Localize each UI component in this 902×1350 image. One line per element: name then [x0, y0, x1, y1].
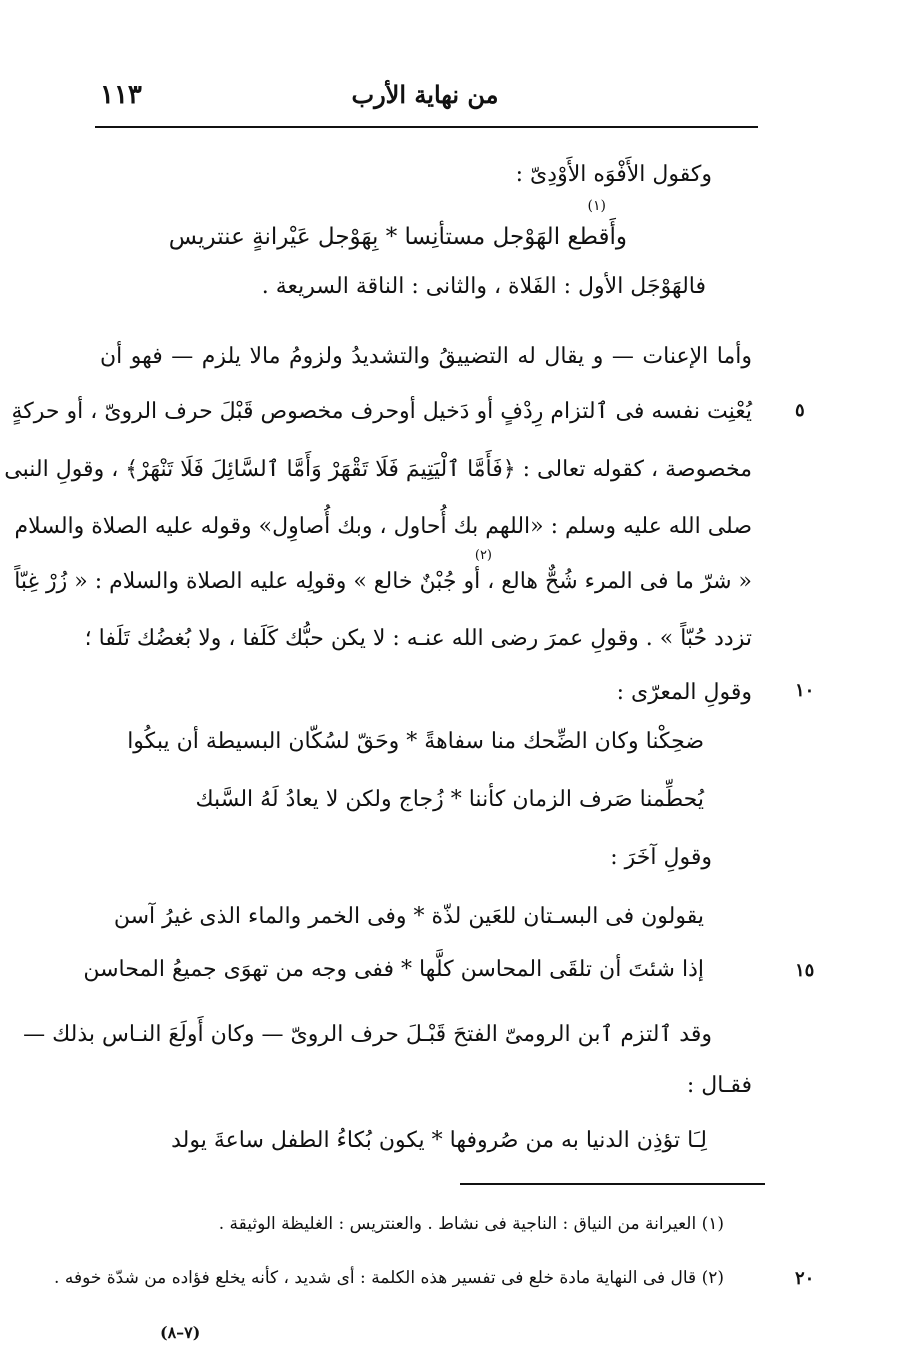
footnote-rule — [460, 1183, 765, 1185]
footnote-reference: (١) — [587, 198, 606, 214]
verse-line: لِـَا تؤذِن الدنيا به من صُروفها * يكون بُكاءُ الطفل ساعةَ يولد — [171, 1128, 707, 1153]
text-line: وقولِ آخَرَ : — [610, 845, 712, 870]
header-rule — [95, 126, 758, 128]
verse-line: وأَقطع الهَوْجل مستأنِسا * بِهَوْجل عَيْرانةٍ عنتريس — [168, 224, 627, 250]
text-line: فقـال : — [686, 1073, 752, 1098]
text-line: فالهَوْجَل الأول : الفَلاة ، والثانى : الناقة السريعة . — [261, 274, 706, 299]
signature-mark: (٧–٨) — [160, 1323, 201, 1342]
line-number: ١٥ — [795, 960, 815, 981]
footnote-reference: (٢) — [474, 548, 492, 563]
footnote: (١) العيرانة من النياق : الناجية فى نشاط . والعنتريس : الغليظة الوثيقة . — [218, 1214, 724, 1234]
text-line-intro: وكقول الأَفْوَه الأَوْدِىّ : — [515, 162, 712, 187]
verse-line: إذا شئتَ أن تلقَى المحاسن كلَّها * ففى وجه من تهوَى جميعُ المحاسن — [83, 957, 704, 982]
verse-line: يُحطِّمنا صَرف الزمان كأننا * زُجاج ولكن لا يعادُ لَهُ السَّبك — [195, 787, 704, 812]
paragraph-line: يُعْنِت نفسه فى ٱلتزام رِدْفٍ أو دَخيل أوحرف مخصوص قَبْلَ حرف الروىّ ، أو حركةٍ — [11, 399, 752, 424]
line-number: ١٠ — [795, 680, 815, 701]
paragraph-line: وقد ٱلتزم ٱبن الرومىّ الفتحَ قَبْـلَ حرف الروىّ — وكان أَولَعَ النـاس بذلك — — [23, 1022, 712, 1047]
page-number: ١١٣ — [100, 80, 142, 110]
text-line: وقولِ المعرّى : — [616, 680, 752, 705]
paragraph-line: مخصوصة ، كقوله تعالى : ﴿فَأَمَّا ٱلْيَتِيمَ فَلَا تَقْهَرْ وَأَمَّا ٱلسَّائِلَ فَلَا تَنْهَرْ﴾ ، وقولِ النبى — [4, 457, 752, 482]
line-number: ٢٠ — [795, 1268, 815, 1289]
line-number: ٥ — [795, 400, 805, 421]
running-header-title: من نهاية الأرب — [351, 80, 499, 109]
paragraph-line: « شرّ ما فى المرء شُحٌّ هالع ، أو جُبْنٌ خالع » وقولِه عليه الصلاة والسلام : « زُرْ غِبّاً — [14, 569, 752, 594]
verse-line: يقولون فى البسـتان للعَين لذّة * وفى الخمر والماء الذى غيرُ آسن — [113, 904, 704, 929]
footnote: (٢) قال فى النهاية مادة خلع فى تفسير هذه الكلمة : أى شديد ، كأنه يخلع فؤاده من شدّة خوفه . — [54, 1268, 724, 1288]
paragraph-line: وأما الإعنات — و يقال له التضييقُ والتشديدُ ولزومُ مالا يلزم — فهو أن — [100, 344, 752, 369]
verse-line: ضحِكْنا وكان الضِّحك منا سفاهةً * وحَقّ لسُكّان البسيطة أن يبكُوا — [127, 729, 704, 754]
paragraph-line: صلى الله عليه وسلم : «اللهم بك أُحاول ، وبك أُصاوِل» وقوله عليه الصلاة والسلام — [14, 514, 752, 539]
paragraph-line: تزدد حُبّاً » . وقولِ عمرَ رضى الله عنـه : لا يكن حبُّك كَلَفا ، ولا بُغضُك تَلَفا ؛ — [84, 626, 752, 651]
